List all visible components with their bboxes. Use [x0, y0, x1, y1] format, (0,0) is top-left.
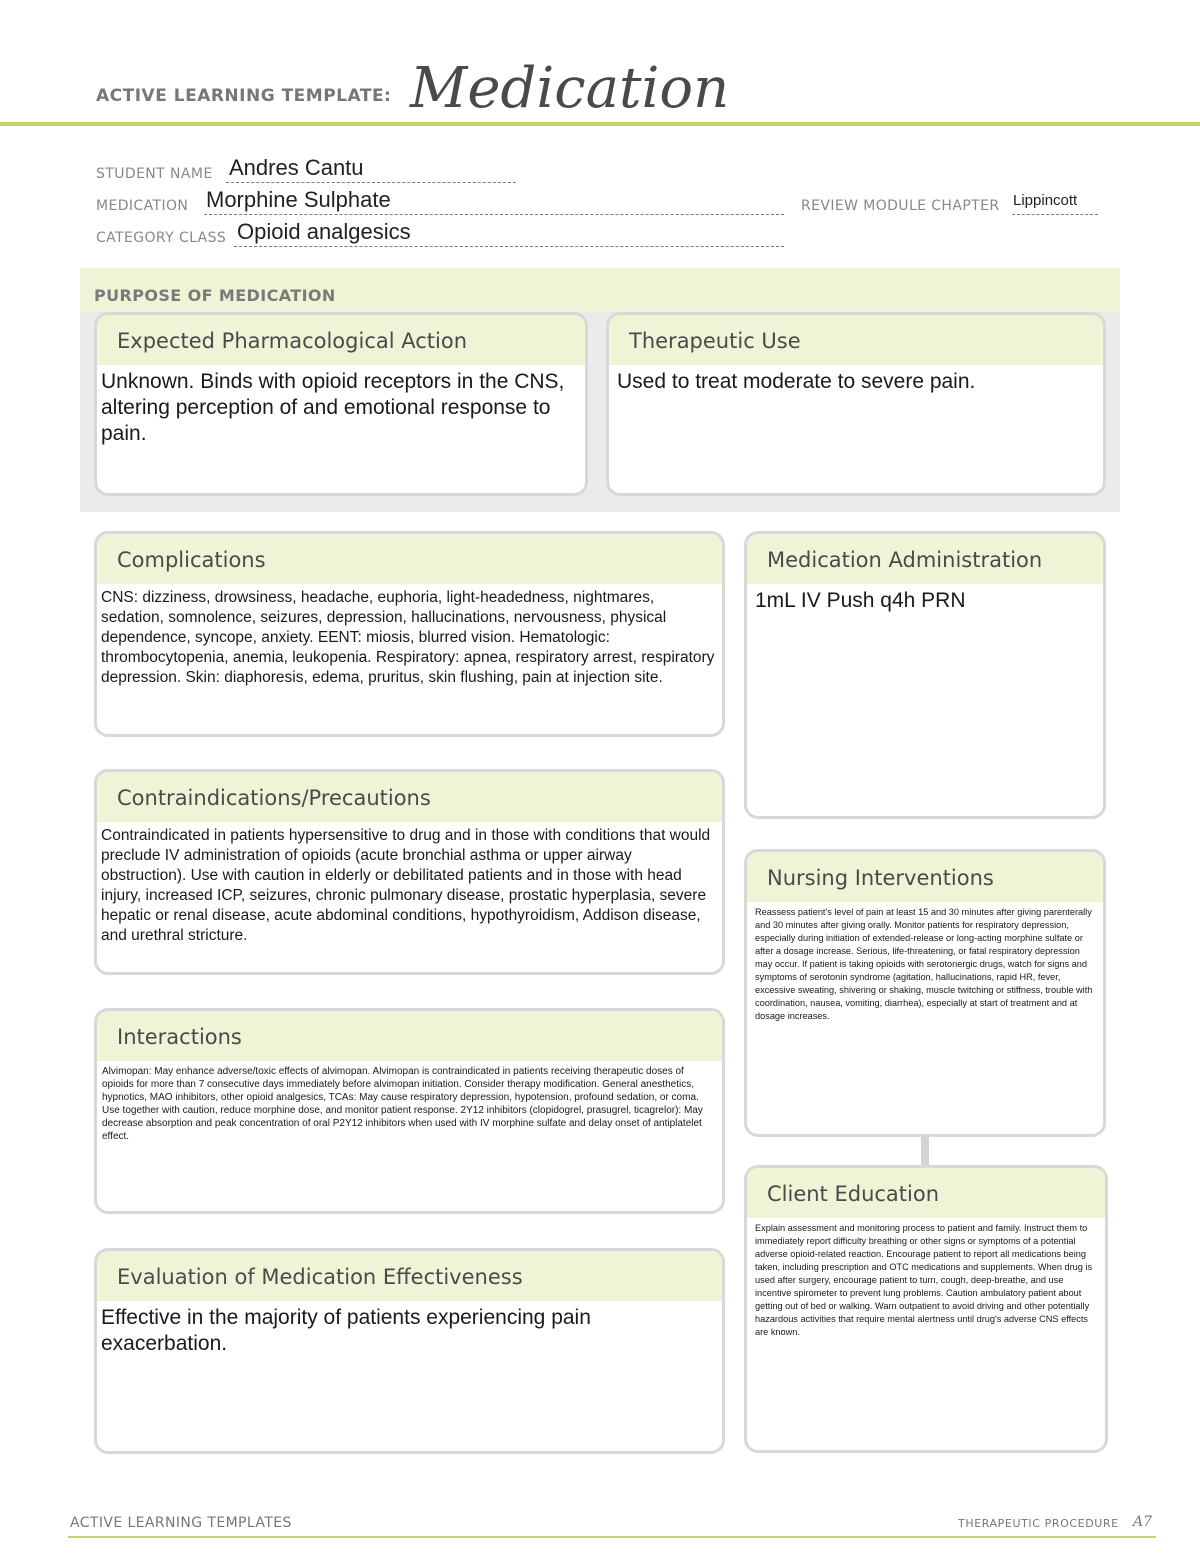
therapeutic-use-box: [606, 312, 1106, 496]
expected-action-box: [94, 312, 588, 496]
box-connector: [921, 1134, 929, 1166]
expected-action-header: [97, 315, 585, 365]
category-class-field[interactable]: Opioid analgesics: [237, 219, 411, 244]
student-name-line: [226, 182, 516, 183]
nursing-interventions-box: [744, 849, 1106, 1137]
footer-left-label: ACTIVE LEARNING TEMPLATES: [70, 1515, 292, 1531]
medication-label: MEDICATION: [96, 198, 189, 214]
complications-text[interactable]: CNS: dizziness, drowsiness, headache, euphoria, light-headedness, nightmares, sedation, somnolence, seizures, depression, hallucinations, nervousness, physical dependence, syncope, anxiety. EENT: miosis, blurred vision. Hematologic: thrombocytopenia, anemia, leukopenia. Respiratory: apnea, respiratory arrest, respiratory depression. Skin: diaphoresis, edema, pruritus, skin flushing, pain at injection site.: [101, 589, 715, 686]
therapeutic-use-header: [609, 315, 1103, 365]
page-title: Medication: [410, 56, 730, 121]
client-education-text[interactable]: Explain assessment and monitoring process to patient and family. Instruct them to immediately report difficulty breathing or other signs or symptoms of a potential adverse opioid-related reaction. Encourage patient to report all medications being taken, including prescription and OTC medications and supplements. When drug is used after surgery, encourage patient to turn, cough, deep-breathe, and use incentive spirometer to prevent lung problems. Caution ambulatory patient about getting out of bed or walking. Warn outpatient to avoid driving and other potentially hazardous activities that require mental alertness until drug's adverse CNS effects are known.: [755, 1223, 1093, 1337]
evaluation-heading: Evaluation of Medication Effectiveness: [117, 1265, 523, 1289]
administration-heading: Medication Administration: [767, 548, 1043, 572]
evaluation-box: [94, 1248, 725, 1454]
expected-action-heading: Expected Pharmacological Action: [117, 329, 468, 353]
interactions-box: [94, 1008, 725, 1214]
nursing-interventions-heading: Nursing Interventions: [767, 866, 994, 890]
interactions-text[interactable]: Alvimopan: May enhance adverse/toxic effects of alvimopan. Alvimopan is contraindicated in patients receiving therapeutic doses of opioids for more than 7 consecutive days immediately before alvimopan initiation. Consider therapy modification. General anesthetics, hypnotics, MAO inhibitors, other opioid analgesics, TCAs: May cause respiratory depression, hypotension, profound sedation, or coma. Use together with caution, reduce morphine dose, and monitor patient response. 2Y12 inhibitors (clopidogrel, prasugrel, ticagrelor): May decrease absorption and peak concentration of oral P2Y12 inhibitors when used with IV morphine sulfate and delay onset of antiplatelet effect.: [102, 1066, 703, 1142]
footer-rule: [68, 1536, 1156, 1538]
contraindications-header: [97, 772, 722, 822]
evaluation-header: [97, 1251, 722, 1301]
complications-header: [97, 534, 722, 584]
contraindications-box: [94, 769, 725, 975]
client-education-box: [744, 1165, 1108, 1453]
footer-right-label: THERAPEUTIC PROCEDURE: [958, 1517, 1119, 1530]
review-module-label: REVIEW MODULE CHAPTER: [801, 198, 1000, 214]
complications-box: [94, 531, 725, 737]
client-education-header: [747, 1168, 1105, 1218]
medication-line: [204, 214, 784, 215]
contraindications-heading: Contraindications/Precautions: [117, 786, 431, 810]
student-name-label: STUDENT NAME: [96, 166, 213, 182]
nursing-interventions-text[interactable]: Reassess patient's level of pain at least 15 and 30 minutes after giving parenterally and 30 minutes after giving orally. Monitor patients for respiratory depression, especially during initiation of extended-release or long-acting morphine sulfate or after a dosage increase. Serious, life-threatening, or fatal respiratory depression may occur. If patient is taking opioids with serotonergic drugs, watch for signs and symptoms of serotonin syndrome (agitation, hallucinations, rapid HR, fever, excessive sweating, shivering or shaking, muscle twitching or stiffness, trouble with coordination, nausea, vomiting, diarrhea), especially at start of treatment and at dosage increases.: [755, 907, 1093, 1021]
medication-field[interactable]: Morphine Sulphate: [206, 187, 391, 212]
category-class-label: CATEGORY CLASS: [96, 230, 227, 246]
nursing-interventions-header: [747, 852, 1103, 902]
therapeutic-use-text[interactable]: Used to treat moderate to severe pain.: [617, 370, 976, 393]
review-module-line: [1012, 214, 1098, 215]
category-class-line: [234, 246, 784, 247]
interactions-heading: Interactions: [117, 1025, 242, 1049]
purpose-title: PURPOSE OF MEDICATION: [94, 286, 336, 305]
review-module-field[interactable]: Lippincott: [1013, 192, 1078, 209]
template-label: ACTIVE LEARNING TEMPLATE:: [96, 86, 392, 106]
administration-text[interactable]: 1mL IV Push q4h PRN: [755, 589, 966, 612]
administration-header: [747, 534, 1103, 584]
administration-box: [744, 531, 1106, 819]
expected-action-text[interactable]: Unknown. Binds with opioid receptors in the CNS, altering perception of and emotional response to pain.: [101, 370, 565, 445]
header-rule: [0, 122, 1200, 126]
therapeutic-use-heading: Therapeutic Use: [629, 329, 801, 353]
client-education-heading: Client Education: [767, 1182, 940, 1206]
evaluation-text[interactable]: Effective in the majority of patients experiencing pain exacerbation.: [101, 1306, 591, 1355]
page-number: A7: [1133, 1514, 1153, 1530]
complications-heading: Complications: [117, 548, 266, 572]
contraindications-text[interactable]: Contraindicated in patients hypersensitive to drug and in those with conditions that would preclude IV administration of opioids (acute bronchial asthma or upper airway obstruction). Use with caution in elderly or debilitated patients and in those with head injury, increased ICP, seizures, chronic pulmonary disease, prostatic hyperplasia, severe hepatic or renal disease, acute abdominal conditions, hypothyroidism, Addison disease, and urethral stricture.: [101, 827, 711, 944]
student-name-field[interactable]: Andres Cantu: [229, 155, 364, 180]
interactions-header: [97, 1011, 722, 1061]
